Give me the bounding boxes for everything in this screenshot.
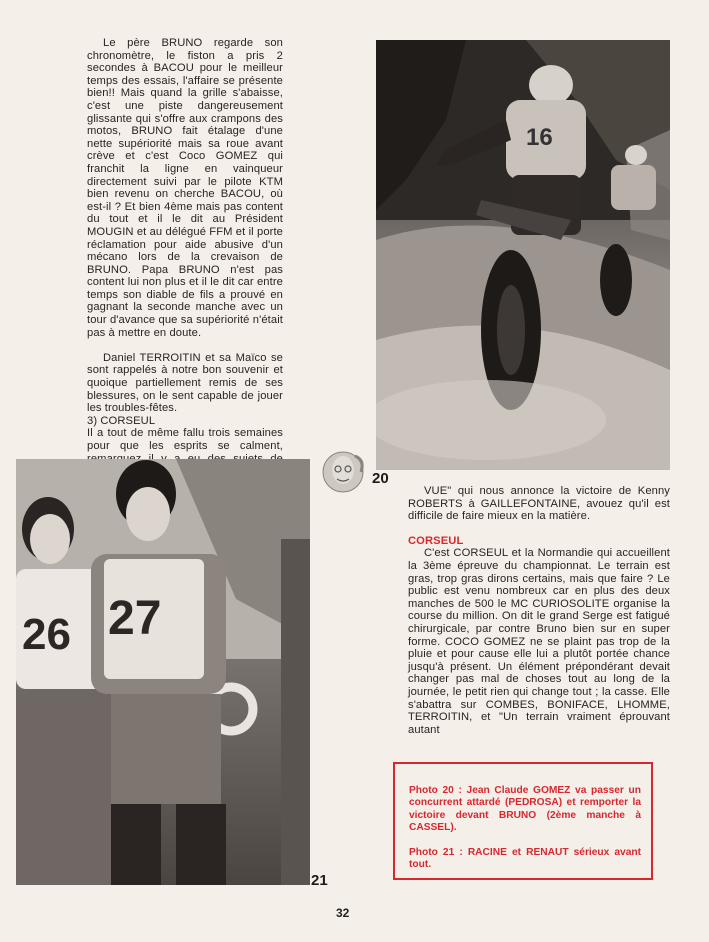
author-avatar-icon bbox=[321, 448, 369, 496]
bib-rider-rear: 16 bbox=[526, 124, 553, 151]
photo-20-number: 20 bbox=[372, 470, 389, 487]
photo-21-illustration bbox=[16, 459, 310, 885]
photo-21-riders-portrait bbox=[16, 459, 310, 885]
paragraph-corseul: C'est CORSEUL et la Normandie qui accueillent la 3ème épreuve du championnat. Le terrain est gras, trop gras dirons certains, mais que faire ? Le public est venu nombreux car en plus des deux manches de 500 le MC CURIOSOLITE organise la course du million. On dit le grand Serge est fatigué chirurgicale, par contre Bruno bien sur en super forme. COCO GOMEZ ne se plaint pas trop de la pluie et pour cause elle lui a plutôt portée chance jusqu'à présent. Un élément prépondérant devait changer pas mal de choses tout au long de la journée, le petit rien qui change tout ; la casse. Elle s'abattra sur COMBES, BONIFACE, LHOMME, TERROITIN, et "Un terrain vraiment éprouvant autant bbox=[408, 547, 670, 736]
section-heading-corseul: CORSEUL bbox=[408, 534, 464, 547]
subheading-corseul-numbered: 3) CORSEUL bbox=[87, 414, 156, 427]
bib-right-rider: 27 bbox=[108, 592, 162, 645]
photo-caption-box bbox=[393, 762, 653, 880]
left-column-text bbox=[87, 37, 283, 490]
paragraph-bruno: Le père BRUNO regarde son chronomètre, le fiston a pris 2 secondes à BACOU pour le meilleur temps des essais, l'affaire se présente bien!! Mais quand la grille s'abaisse, c'est une piste dangereusement glissante qui s'offre aux crampons des motos, BRUNO fait étalage d'une nette supériorité mais sa roue avant crève et c'est Coco GOMEZ qui franchit la ligne en vainqueur directement suivi par le pilote KTM bien revenu on cherche BACOU, où est-il ? Et bien 4ème mais pas content du tout et il le dit au Président MOUGIN et au délégué FFM et il porte réclamation pour aide abusive d'un mécano lors de la crevaison de BRUNO. Papa BRUNO n'est pas content lui non plus et il le dit car entre temps son diable de fils a prouvé en gagnant la seconde manche avec un tour d'avance que sa supériorité n'était pas à mettre en doute. bbox=[87, 37, 283, 339]
photo-20-illustration bbox=[376, 40, 670, 470]
photo-20-motocross-race bbox=[376, 40, 670, 470]
caption-photo-21: Photo 21 : RACINE et RENAUT sérieux avant tout. bbox=[409, 846, 641, 871]
paragraph-trois-semaines: Il a tout de même fallu trois semaines pour que les esprits se calment, bbox=[87, 427, 283, 452]
bib-left-rider: 26 bbox=[22, 610, 71, 659]
page-number: 32 bbox=[336, 906, 350, 920]
caption-photo-20: Photo 20 : Jean Claude GOMEZ va passer un concurrent attardé (PEDROSA) et remporter la victoire devant BRUNO (2ème manche à CASSEL). bbox=[409, 785, 641, 834]
paragraph-moto-revue-continuation: VUE" qui nous annonce la victoire de Kenny ROBERTS à GAILLEFONTAINE, avouez qu'il est difficile de faire mieux en la matière. bbox=[408, 485, 670, 523]
paragraph-terroitin: Daniel TERROITIN et sa Maïco se sont rappelés à notre bon souvenir et quoique partiellement remis de ses blessures, on le sent capable de jouer les troubles-fêtes. bbox=[87, 351, 283, 415]
right-column-text bbox=[408, 485, 670, 736]
photo-21-number: 21 bbox=[311, 872, 328, 889]
